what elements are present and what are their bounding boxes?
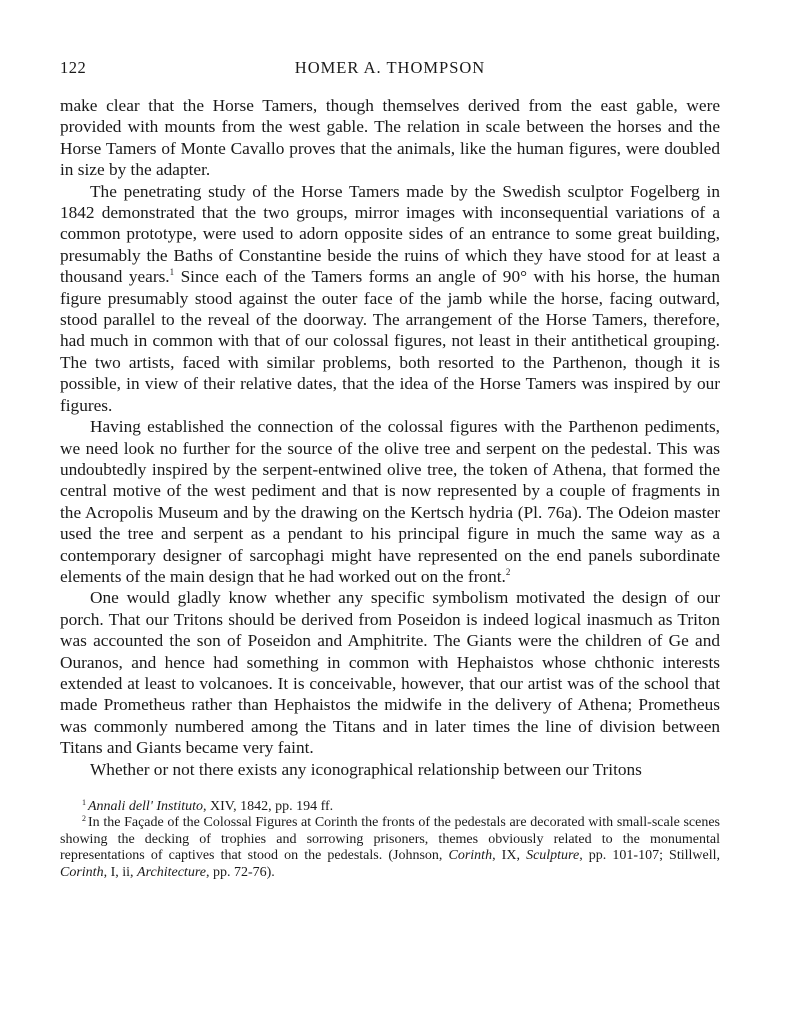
footnotes (60, 799, 720, 881)
footnote-1-title: Annali dell' Instituto (88, 799, 203, 814)
running-title: HOMER A. THOMPSON (294, 58, 486, 77)
paragraph-2 (60, 181, 720, 416)
running-head (60, 58, 720, 82)
footnote-ref-1[interactable]: 1 (169, 267, 175, 278)
footnote-2-text-a: In the Façade of the Colossal Figures at Corinth the fronts of the pedestals are decorated with small-scale scenes showing the decking of trophies and sorrowing prisoners, themes obviously related to the monumental representations of captives that stood on the pedestals. (Johnson, (60, 815, 720, 864)
footnote-2-mark: 2 (82, 814, 86, 824)
paragraph-5-text: Whether or not there exists any iconographical relationship between our Tritons (90, 759, 642, 779)
footnote-2-corinth-1: Corinth (448, 848, 493, 864)
footnote-2-text-b: , IX, (492, 848, 527, 864)
footnote-2 (60, 815, 720, 881)
document-page (60, 58, 720, 881)
footnote-2-corinth-2: Corinth (60, 864, 104, 880)
paragraph-5 (60, 759, 720, 780)
paragraph-1 (60, 95, 720, 181)
paragraph-2-text-a: The penetrating study of the Horse Tamers made by the Swedish sculptor Fogelberg in 1842 demonstrated that the two groups, mirror images with inconsequential variations of a common prototype, were used to adorn opposite sides of an entrance to some great building, presumably the Baths of Constantine beside the ruins of which they have stood for at least a thousand years. (60, 181, 720, 287)
paragraph-4-text: One would gladly know whether any specific symbolism motivated the design of our porch. That our Tritons should be derived from Poseidon is indeed logical inasmuch as Triton was accounted the son of Poseidon and Amphitrite. The Giants were the children of Ge and Ouranos, and hence had something in common with Hephaistos whose chthonic interests extended at least to volcanoes. It is conceivable, however, that our artist was of the school that made Prometheus rather than Hephaistos the midwife in the delivery of Athena; Prometheus was commonly numbered among the Titans and in later times the line of division between Titans and Giants became very faint. (60, 588, 720, 758)
footnote-2-text-d: , I, ii, (103, 864, 138, 880)
body-text (60, 95, 720, 780)
footnote-2-text-e: , pp. 72-76). (205, 864, 275, 880)
footnote-1-text: , XIV, 1842, pp. 194 ff. (203, 799, 334, 814)
paragraph-3-text: Having established the connection of the colossal figures with the Parthenon pediments, we need look no further for the source of the olive tree and serpent on the pedestal. This was undoubtedly inspired by the serpent-entwined olive tree, the token of Athena, that formed the central motive of the west pediment and that is now represented by a couple of fragments in the Acropolis Museum and by the drawing on the Kertsch hydria (Pl. 76a). The Odeion master used the tree and serpent as a pendant to his principal figure in much the same way as a contemporary designer of sarcophagi might have represented on the end panels subordinate elements of the main design that he had worked out on the front. (60, 417, 720, 586)
footnote-1-mark: 1 (82, 798, 86, 807)
footnote-1 (60, 799, 720, 815)
paragraph-1-text: make clear that the Horse Tamers, though themselves derived from the east gable, were provided with mounts from the west gable. The relation in scale between the horses and the Horse Tamers of Monte Cavallo proves that the animals, like the human figures, were doubled in size by the adapter. (60, 96, 720, 180)
page-number: 122 (60, 58, 87, 77)
footnote-2-architecture: Architecture (137, 864, 206, 880)
footnote-ref-2[interactable]: 2 (505, 566, 511, 577)
footnote-2-text-c: , pp. 101-107; Stillwell, (579, 848, 721, 864)
footnote-2-sculpture: Sculpture (526, 848, 580, 864)
paragraph-4 (60, 587, 720, 758)
paragraph-2-text-b: Since each of the Tamers forms an angle of 90° with his horse, the human figure presumably stood against the outer face of the jamb while the horse, facing outward, stood parallel to the reveal of the doorway. The arrangement of the Horse Tamers, therefore, had much in common with that of our colossal figures, not least in their antithetical grouping. The two artists, faced with similar problems, both resorted to the Parthenon, though it is possible, in view of their relative dates, that the idea of the Horse Tamers was inspired by our figures. (60, 267, 720, 415)
paragraph-3 (60, 416, 720, 587)
